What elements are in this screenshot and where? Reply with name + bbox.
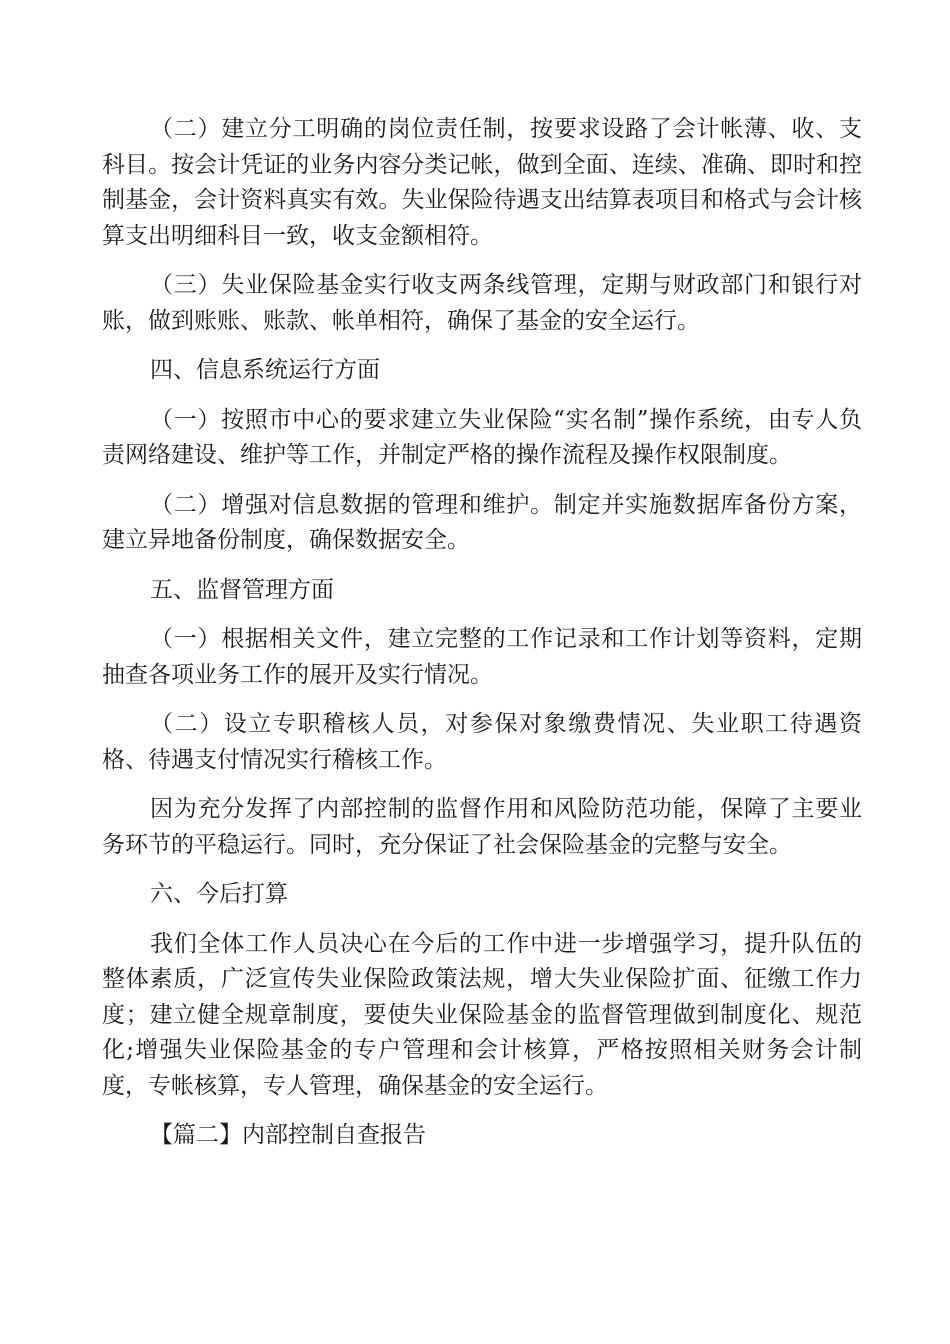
section-heading-supervision: 五、监督管理方面: [150, 576, 334, 603]
paragraph-audit-staff: （二）设立专职稽核人员，对参保对象缴费情况、失业职工待遇资格、待遇支付情况实行稽核工作。: [102, 711, 862, 773]
section-heading-info-systems: 四、信息系统运行方面: [150, 357, 380, 383]
paragraph-summary: 因为充分发挥了内部控制的监督作用和风险防范功能，保障了主要业务环节的平稳运行。同时，充分保证了社会保险基金的完整与安全。: [102, 796, 862, 858]
paragraph-data-backup: （二）增强对信息数据的管理和维护。制定并实施数据库备份方案，建立异地备份制度，确保数据安全。: [102, 491, 862, 553]
paragraph-fund-management: （三）失业保险基金实行收支两条线管理，定期与财政部门和银行对账，做到账账、账款、帐单相符，确保了基金的安全运行。: [102, 272, 862, 334]
paragraph-work-records: （一）根据相关文件，建立完整的工作记录和工作计划等资料，定期抽查各项业务工作的展开及实行情况。: [102, 626, 862, 688]
document-body: [102, 112, 862, 1168]
section-heading-future-plans: 六、今后打算: [150, 881, 288, 907]
section-heading-part-two: 【篇二】内部控制自查报告: [150, 1122, 426, 1148]
paragraph-accounting-responsibility: （二）建立分工明确的岗位责任制，按要求设路了会计帐薄、收、支科目。按会计凭证的业务内容分类记帐，做到全面、连续、准确、即时和控制基金，会计资料真实有效。失业保险待遇支出结算表项目和格式与会计核算支出明细科目一致，收支金额相符。: [102, 116, 862, 249]
paragraph-future-plans: 我们全体工作人员决心在今后的工作中进一步增强学习，提升队伍的整体素质，广泛宣传失业保险政策法规，增大失业保险扩面、征缴工作力度；建立健全规章制度，要使失业保险基金的监督管理做到制度化、规范化;增强失业保险基金的专户管理和会计核算，严格按照相关财务会计制度，专帐核算，专人管理，确保基金的安全运行。: [102, 930, 862, 1099]
paragraph-real-name-system: （一）按照市中心的要求建立失业保险“实名制”操作系统，由专人负责网络建设、维护等工作，并制定严格的操作流程及操作权限制度。: [102, 406, 862, 468]
